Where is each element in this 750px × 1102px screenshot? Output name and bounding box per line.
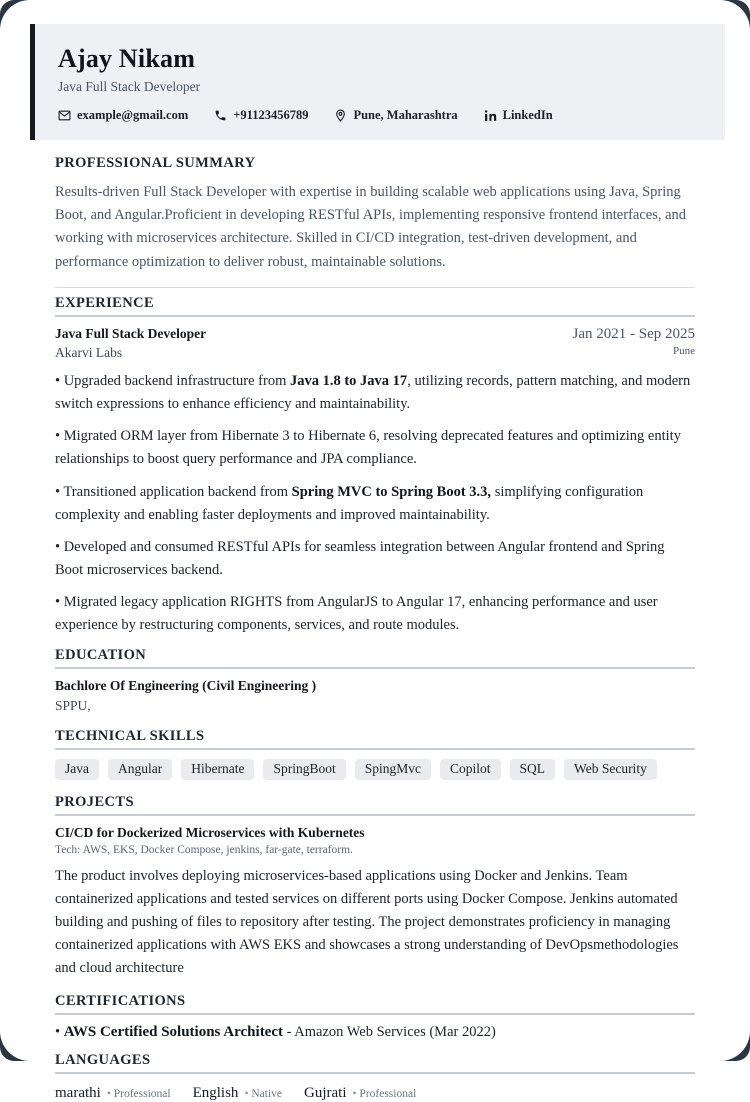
skills-list [55,759,695,780]
experience-bullet: • Transitioned application backend from Spring MVC to Spring Boot 3.3, simplifying configuration complexity and enabling faster deployments and improved maintainability. [55,481,695,527]
skill-tag: Java [55,759,99,780]
section-heading-education: EDUCATION [55,647,695,669]
language-name: Gujrati [304,1084,347,1101]
job-company: Akarvi Labs [55,344,123,360]
contact-row [58,108,725,123]
project-description: The product involves deploying microservices-based applications using Docker and Jenkins. Team containerized applications and tested services on different ports using Docker Compose. Jenkins automated building and pushing of files to repository after testing. The project demonstrates proficiency in managing containerized applications with AWS EKS and showcases a strong understanding of DevOpsmethodologies and cloud architecture [55,867,679,977]
candidate-title: Java Full Stack Developer [58,78,201,94]
experience-bullet: • Upgraded backend infrastructure from Java 1.8 to Java 17, utilizing records, pattern matching, and modern switch expressions to enhance efficiency and maintainability. [55,370,695,416]
summary-text: Results-driven Full Stack Developer with expertise in building scalable web applications using Java, Spring Boot, and Angular.Proficient in developing RESTful APIs, implementing responsive frontend interfaces, and working with microservices architecture. Skilled in CI/CD integration, test-driven development, and performance optimization to deliver robust, maintainable solutions. [55,184,687,270]
language-level: • Professional [353,1088,417,1100]
certification-issuer: - Amazon Web Services (Mar 2022) [283,1023,496,1040]
skill-tag: Hibernate [181,759,254,780]
education-school: SPPU, [55,697,91,713]
skill-tag: Copilot [440,759,501,780]
languages-list [55,1085,695,1102]
contact-email[interactable] [58,108,188,123]
language-level: • Professional [107,1088,171,1100]
skill-tag: SQL [510,759,556,780]
section-heading-experience: EXPERIENCE [55,295,695,317]
contact-linkedin-label: LinkedIn [502,107,553,122]
contact-email-label: example@gmail.com [77,107,189,122]
job-title: Java Full Stack Developer [55,325,207,341]
experience-bullets [55,370,695,638]
skill-tag: Angular [108,759,172,780]
section-heading-projects: PROJECTS [55,794,695,816]
certification-name: AWS Certified Solutions Architect [63,1023,283,1040]
education-degree: Bachlore Of Engineering (Civil Engineering ) [55,677,317,693]
project-tech-stack: Tech: AWS, EKS, Docker Compose, jenkins, far-gate, terraform. [55,843,353,856]
experience-bullet: • Developed and consumed RESTful APIs for seamless integration between Angular frontend and Spring Boot microservices backend. [55,536,695,582]
experience-bullet: • Migrated legacy application RIGHTS from AngularJS to Angular 17, enhancing performance and user experience by restructuring components, services, and route modules. [55,591,695,637]
section-heading-languages: LANGUAGES [55,1052,695,1074]
contact-location-label: Pune, Maharashtra [353,107,458,122]
job-dates: Jan 2021 - Sep 2025 [572,325,695,342]
language-item [55,1085,171,1102]
location-pin-icon [334,109,347,122]
contact-phone[interactable] [214,108,308,123]
section-heading-certifications: CERTIFICATIONS [55,993,695,1015]
section-heading-skills: TECHNICAL SKILLS [55,728,695,750]
contact-phone-label: +91123456789 [233,107,309,122]
job-header [55,326,695,361]
experience-bullet: • Migrated ORM layer from Hibernate 3 to Hibernate 6, resolving deprecated features and optimizing entity relationships to boost query performance and JPA compliance. [55,425,695,471]
language-item [193,1085,282,1102]
skill-tag: SpingMvc [355,759,431,780]
language-name: English [192,1084,239,1101]
contact-linkedin[interactable] [484,108,553,123]
email-icon [58,109,71,122]
job-location: Pune [673,344,695,357]
skill-tag: Web Security [564,759,657,780]
header-accent-bar [30,24,35,140]
skill-tag: SpringBoot [263,759,345,780]
resume-header [30,24,725,140]
language-name: marathi [55,1084,101,1101]
contact-location [334,108,457,123]
section-heading-summary: PROFESSIONAL SUMMARY [55,155,256,171]
section-divider [55,287,695,288]
linkedin-icon [484,109,497,122]
phone-icon [214,109,227,122]
project-title: CI/CD for Dockerized Microservices with Kubernetes [55,824,365,840]
language-level: • Native [244,1088,282,1100]
language-item [304,1085,416,1102]
certification-item [55,1024,695,1041]
candidate-name: Ajay Nikam [58,44,196,73]
